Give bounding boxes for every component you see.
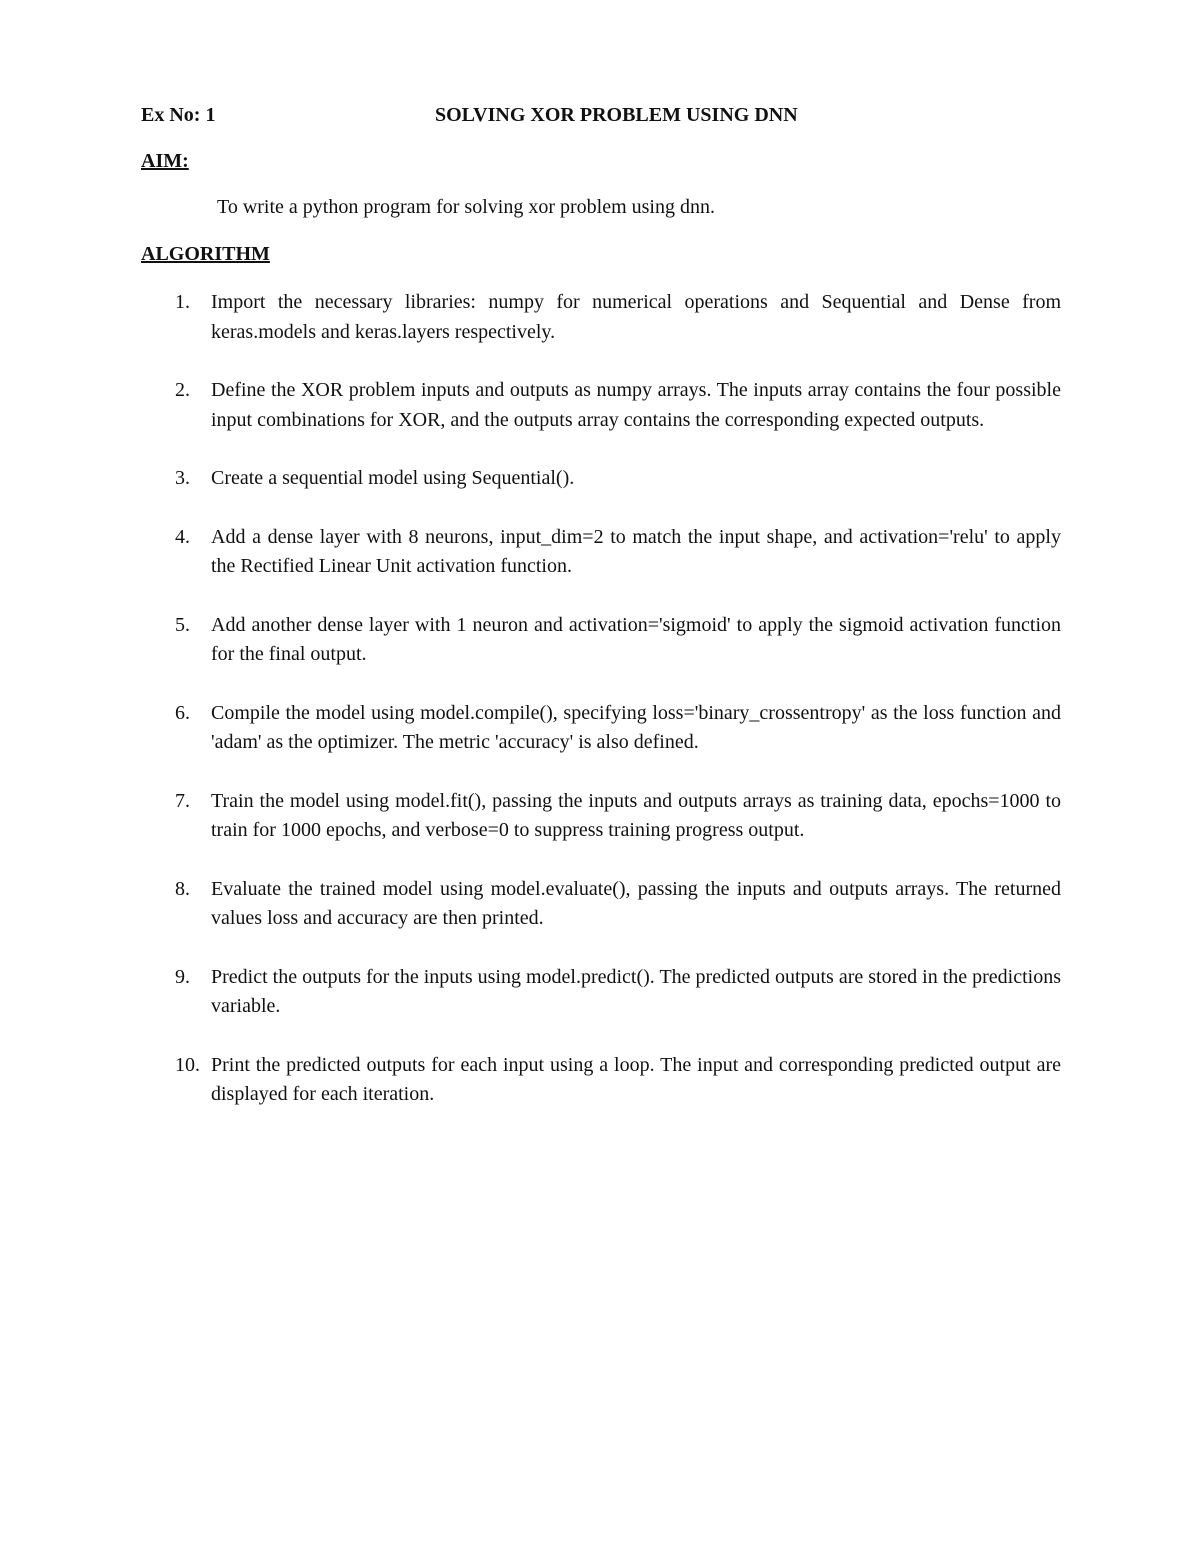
algorithm-step <box>141 1051 1061 1110</box>
step-number: 2. <box>175 379 190 401</box>
step-number: 7. <box>175 789 190 812</box>
step-number: 5. <box>175 613 190 636</box>
algorithm-step <box>141 699 1061 758</box>
step-text: Add another dense layer with 1 neuron and activation='sigmoid' to apply the sigmoid activation function for the final output. <box>211 613 1061 665</box>
algorithm-step <box>141 963 1061 1022</box>
step-number: 6. <box>175 701 190 724</box>
step-number: 8. <box>175 877 190 900</box>
aim-text: To write a python program for solving xor problem using dnn. <box>217 196 715 218</box>
algorithm-step <box>141 376 1061 435</box>
algorithm-step <box>141 523 1061 582</box>
step-number: 1. <box>175 291 190 313</box>
step-text: Predict the outputs for the inputs using model.predict(). The predicted outputs are stored in the predictions variable. <box>211 965 1061 1017</box>
step-number: 4. <box>175 525 190 548</box>
exercise-number: Ex No: 1 <box>141 104 216 126</box>
algorithm-steps <box>141 288 1061 1139</box>
step-number: 10. <box>175 1053 200 1076</box>
step-text: Define the XOR problem inputs and outputs as numpy arrays. The inputs array contains the four possible input combinations for XOR, and the outputs array contains the corresponding expected outputs. <box>211 379 1061 431</box>
algorithm-step <box>141 875 1061 934</box>
aim-heading: AIM: <box>141 150 189 172</box>
algorithm-step <box>141 288 1061 347</box>
step-text: Import the necessary libraries: numpy for numerical operations and Sequential and Dense from keras.models and keras.layers respectively. <box>211 291 1061 343</box>
header-row <box>141 104 1061 132</box>
step-number: 9. <box>175 965 190 988</box>
algorithm-step <box>141 611 1061 670</box>
document-title: SOLVING XOR PROBLEM USING DNN <box>435 104 798 126</box>
step-text: Train the model using model.fit(), passing the inputs and outputs arrays as training data, epochs=1000 to train for 1000 epochs, and verbose=0 to suppress training progress output. <box>211 789 1061 841</box>
algorithm-step <box>141 464 1061 494</box>
step-text: Print the predicted outputs for each input using a loop. The input and corresponding predicted output are displayed for each iteration. <box>211 1053 1061 1105</box>
step-text: Compile the model using model.compile(), specifying loss='binary_crossentropy' as the loss function and 'adam' as the optimizer. The metric 'accuracy' is also defined. <box>211 701 1061 753</box>
step-text: Add a dense layer with 8 neurons, input_dim=2 to match the input shape, and activation='relu' to apply the Rectified Linear Unit activation function. <box>211 525 1061 577</box>
step-text: Create a sequential model using Sequential(). <box>211 467 575 489</box>
step-text: Evaluate the trained model using model.evaluate(), passing the inputs and outputs arrays. The returned values loss and accuracy are then printed. <box>211 877 1061 929</box>
step-number: 3. <box>175 467 190 489</box>
algorithm-heading: ALGORITHM <box>141 243 270 265</box>
algorithm-step <box>141 787 1061 846</box>
